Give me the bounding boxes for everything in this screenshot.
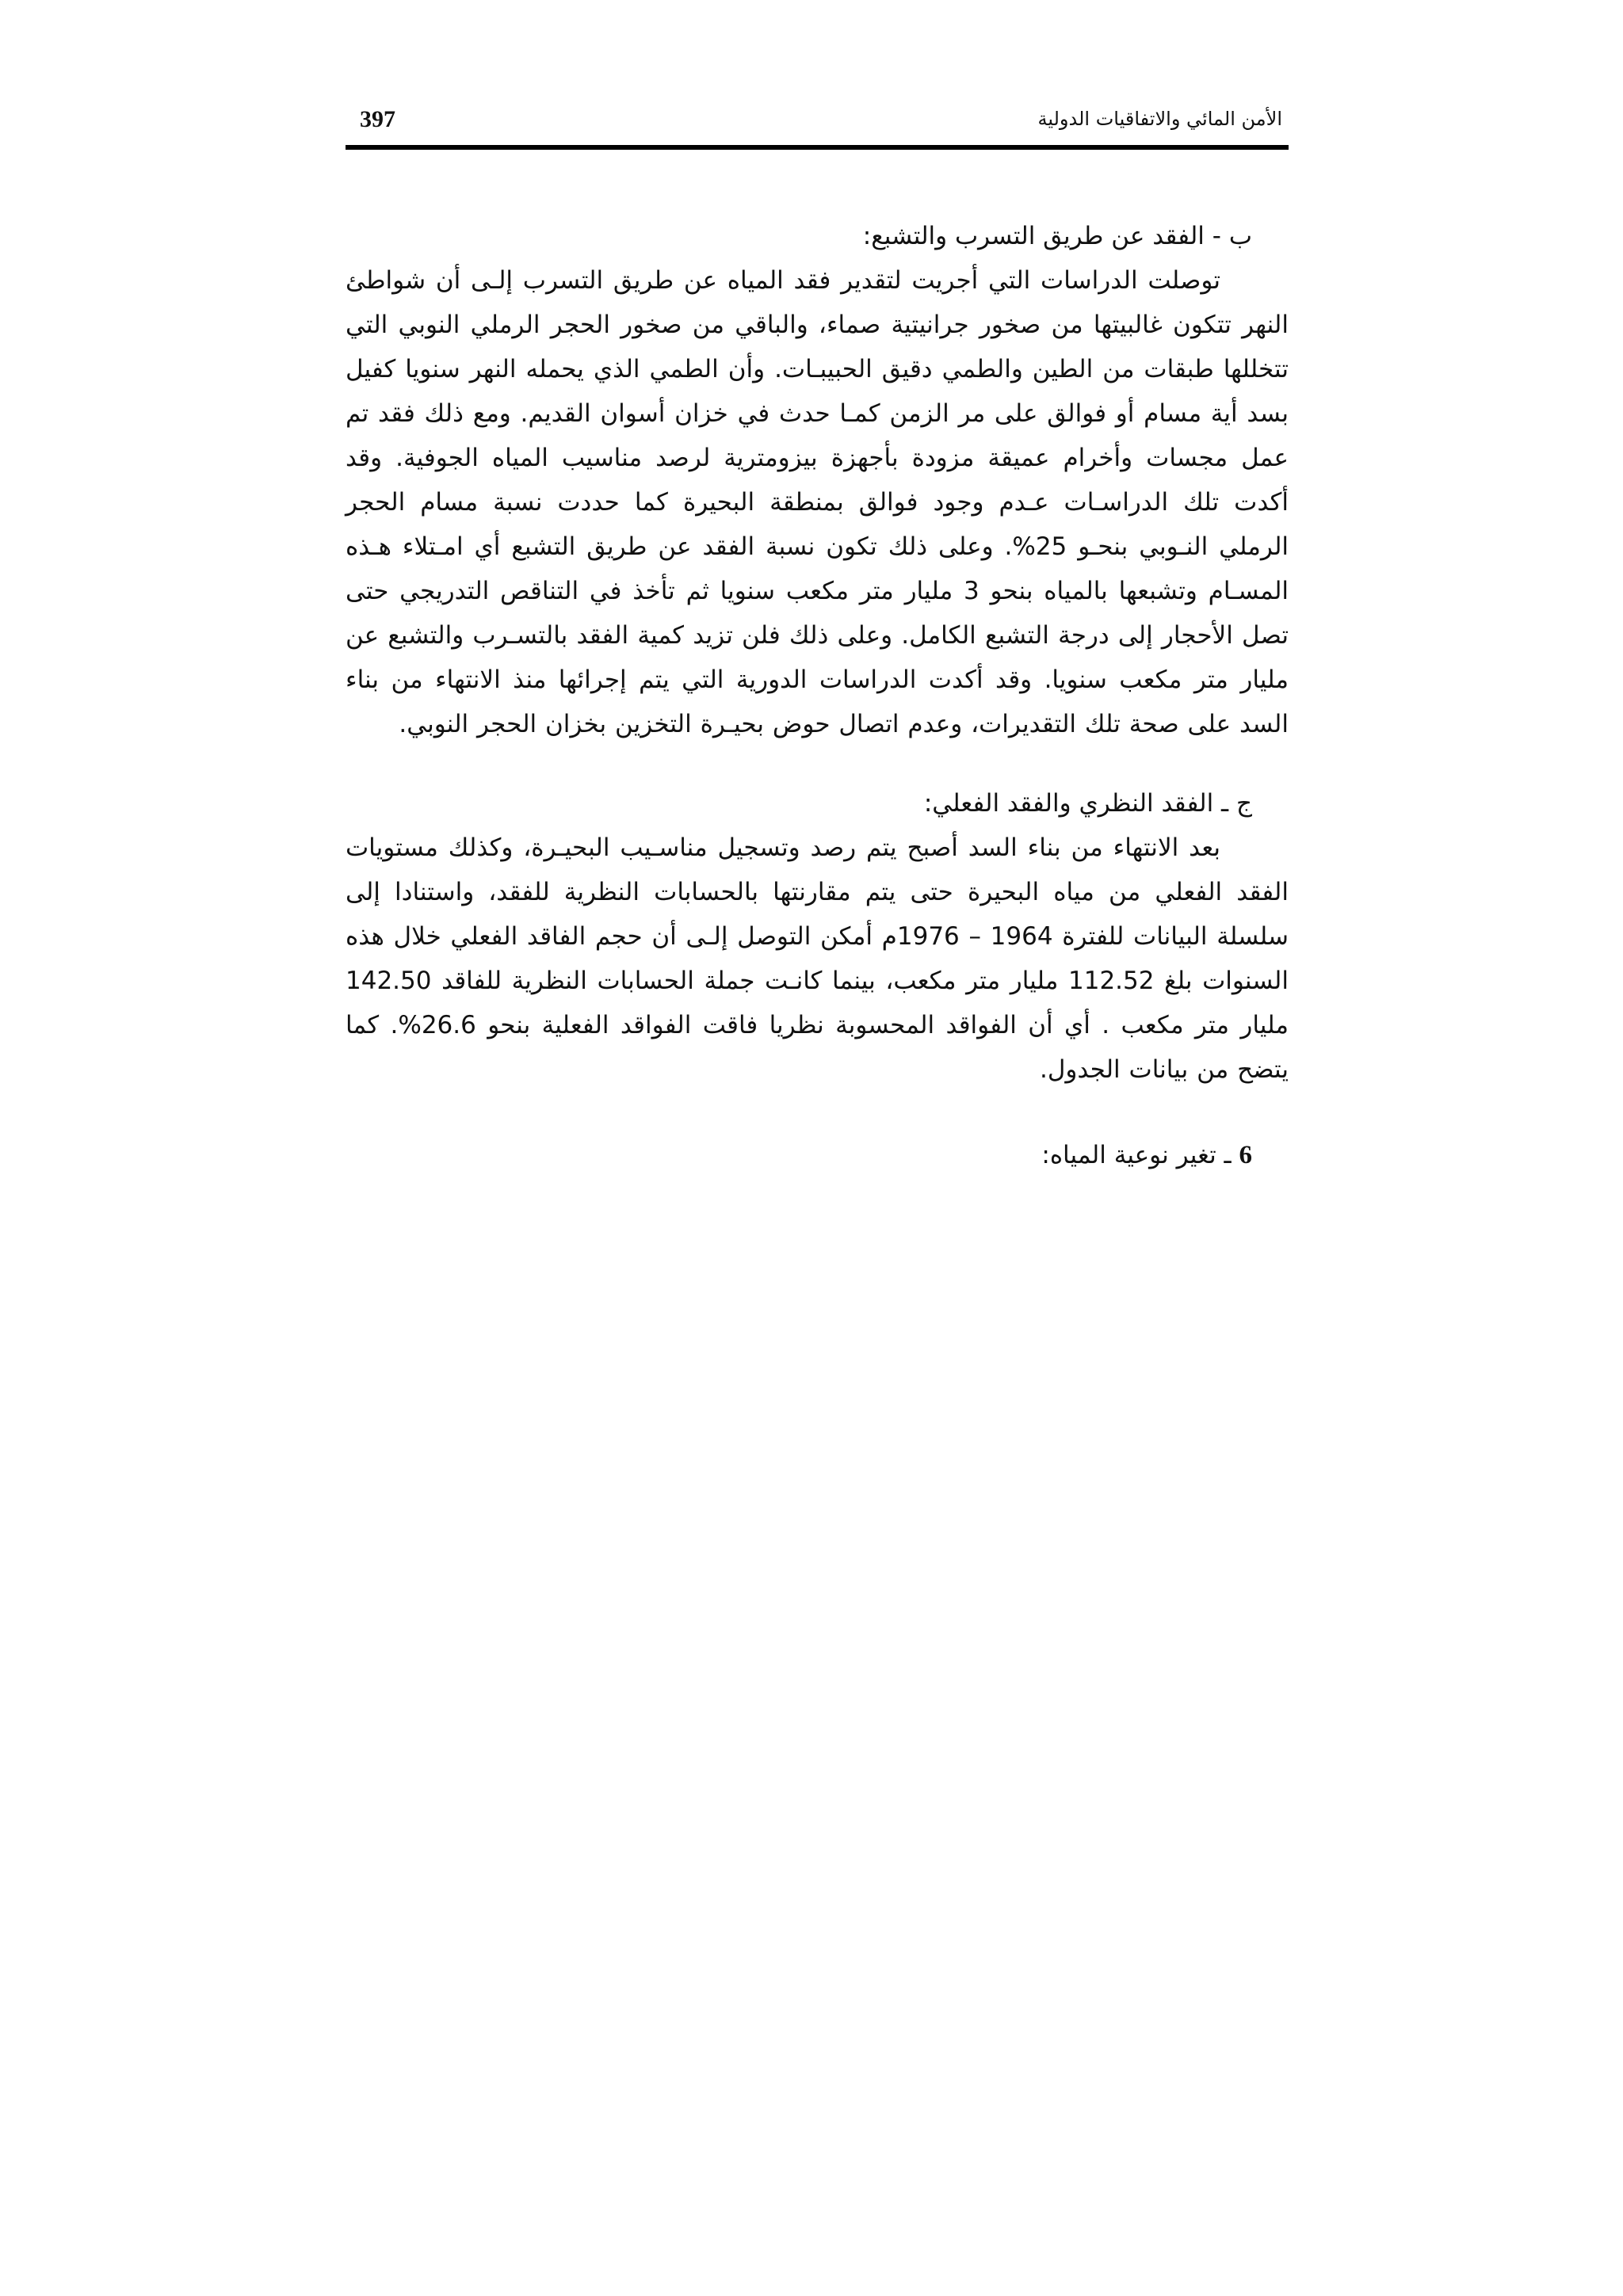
running-header bbox=[346, 101, 1289, 146]
section-heading-b: ب - الفقد عن طريق التسرب والتشبع: bbox=[862, 222, 1252, 250]
spacer bbox=[346, 1092, 1289, 1133]
header-rule bbox=[346, 145, 1289, 150]
section-heading-6-text: ـ تغير نوعية المياه: bbox=[1041, 1141, 1239, 1169]
body-text bbox=[346, 214, 1289, 1177]
section-number: 6 bbox=[1239, 1141, 1252, 1169]
paragraph-seepage-saturation: توصلت الدراسات التي أجريت لتقدير فقد المياه عن طريق التسرب إلـى أن شواطئ النهر تتكون غالبيتها من صخور جرانيتية صماء، والباقي من صخور الحجر الرملي النوبي التي تتخللها طبقات من الطين والطمي دقيق الحبيبـات. وأن الطمي الذي يحمله النهر سنويا كفيل بسد أية مسام أو فوالق على مر الزمن كمـا حدث في خزان أسوان القديم. ومع ذلك فقد تم عمل مجسات وأخرام عميقة مزودة بأجهزة بيزومترية لرصد مناسيب المياه الجوفية. وقد أكدت تلك الدراسـات عـدم وجود فوالق بمنطقة البحيرة كما حددت نسبة مسام الحجر الرملي النـوبي بنحـو 25%. وعلى ذلك تكون نسبة الفقد عن طريق التشبع أي امـتلاء هـذه المسـام وتشبعها بالمياه بنحو 3 مليار متر مكعب سنويا ثم تأخذ في التناقص التدريجي حتى تصل الأحجار إلى درجة التشبع الكامل. وعلى ذلك فلن تزيد كمية الفقد بالتسـرب والتشبع عن مليار متر مكعب سنويا. وقد أكدت الدراسات الدورية التي يتم إجرائها منذ الانتهاء من بناء السد على صحة تلك التقديرات، وعدم اتصال حوض بحيـرة التخزين بخزان الحجر النوبي. bbox=[346, 266, 1289, 738]
section-heading-c: ج ـ الفقد النظري والفقد الفعلي: bbox=[923, 789, 1252, 818]
spacer bbox=[346, 746, 1289, 781]
running-header-title: الأمن المائي والاتفاقيات الدولية bbox=[1037, 108, 1282, 130]
section-heading-6 bbox=[346, 1133, 1289, 1177]
paragraph-theoretical-actual-loss: بعد الانتهاء من بناء السد أصبح يتم رصد وتسجيل مناسـيب البحيـرة، وكذلك مستويات الفقد الفعلي من مياه البحيرة حتى يتم مقارنتها بالحسابات النظرية للفقد، واستنادا إلى سلسلة البيانات للفترة 1964 – 1976م أمكن التوصل إلـى أن حجم الفاقد الفعلي خلال هذه السنوات بلغ 112.52 مليار متر مكعب، بينما كانـت جملة الحسابات النظرية للفاقد 142.50 مليار متر مكعب . أي أن الفواقد المحسوبة نظريا فاقت الفواقد الفعلية بنحو 26.6%. كما يتضح من بيانات الجدول. bbox=[346, 833, 1289, 1084]
page-number: 397 bbox=[360, 106, 395, 132]
